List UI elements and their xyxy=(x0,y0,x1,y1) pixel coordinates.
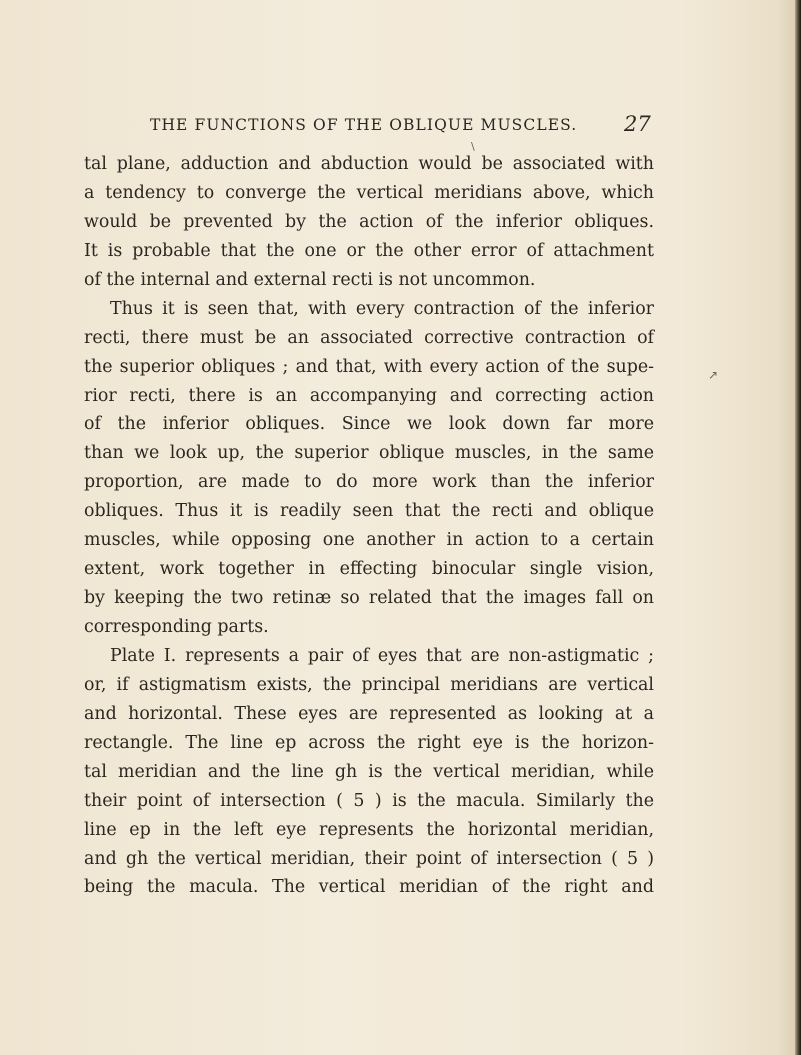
running-title: THE FUNCTIONS OF THE OBLIQUE MUSCLES. xyxy=(150,116,578,134)
body-line: than we look up, the superior oblique muscles, in the same xyxy=(84,443,654,464)
body-line: would be prevented by the action of the inferior obliques. xyxy=(84,211,654,232)
ink-speck: ↗ xyxy=(708,368,719,382)
body-line: the superior obliques ; and that, with every action of the supe- xyxy=(84,356,654,377)
page-number: 27 xyxy=(624,112,651,136)
ink-speck: \ xyxy=(471,140,475,153)
body-line: of the internal and external recti is not uncommon. xyxy=(84,269,536,290)
body-line: and gh the vertical meridian, their point of intersection ( 5 ) xyxy=(84,848,654,869)
body-line: tal meridian and the line gh is the vertical meridian, while xyxy=(84,761,654,782)
body-line: by keeping the two retinæ so related that the images fall on xyxy=(84,588,654,609)
body-line: muscles, while opposing one another in action to a certain xyxy=(84,530,654,551)
body-line: corresponding parts. xyxy=(84,617,269,637)
body-line: proportion, are made to do more work than the inferior xyxy=(84,472,654,493)
body-line: line ep in the left eye represents the horizontal meridian, xyxy=(84,819,654,840)
body-line: and horizontal. These eyes are represented as looking at a xyxy=(84,703,654,724)
body-line: or, if astigmatism exists, the principal meridians are vertical xyxy=(84,674,654,695)
body-line: Thus it is seen that, with every contraction of the inferior xyxy=(110,298,654,319)
body-line: recti, there must be an associated corrective contraction of xyxy=(84,327,654,348)
body-line: tal plane, adduction and abduction would be associated with xyxy=(84,154,654,174)
body-line: a tendency to converge the vertical meridians above, which xyxy=(84,182,654,203)
body-line: It is probable that the one or the other error of attachment xyxy=(84,240,654,261)
body-text xyxy=(84,150,654,902)
page-header xyxy=(150,112,650,142)
body-line: of the inferior obliques. Since we look down far more xyxy=(84,414,654,435)
body-line: their point of intersection ( 5 ) is the macula. Similarly the xyxy=(84,790,654,811)
body-line: rectangle. The line ep across the right eye is the horizon- xyxy=(84,732,654,753)
body-line: Plate I. represents a pair of eyes that are non-astigmatic ; xyxy=(110,645,654,666)
body-line: rior recti, there is an accompanying and correcting action xyxy=(84,385,654,406)
body-line: extent, work together in effecting binocular single vision, xyxy=(84,559,654,580)
body-line: being the macula. The vertical meridian of the right and xyxy=(84,877,654,898)
page-edge-shadow xyxy=(795,0,801,1055)
body-line: obliques. Thus it is readily seen that the recti and oblique xyxy=(84,501,654,522)
